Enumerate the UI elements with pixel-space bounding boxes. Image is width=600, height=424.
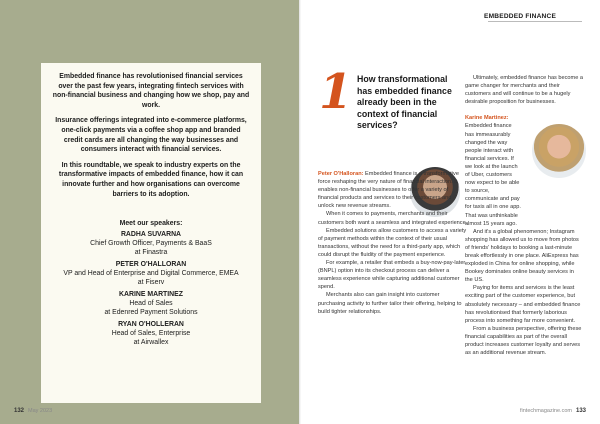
section-label: EMBEDDED FINANCE (484, 13, 557, 20)
issue-date: May 2023 (28, 408, 53, 414)
speaker-entry (52, 230, 250, 257)
speaker-label: Karine Martinez: (465, 115, 509, 122)
header-rule (488, 21, 582, 22)
article-paragraph (465, 114, 583, 227)
site-url: fintechmagazine.com (520, 408, 572, 414)
paragraph-text: Embedded finance has immeasurably changed the way people interact with financial services. If we look at the launch of Uber, customers now expect to be able to source, communicate and pay for taxis all in one app. That was unthinkable almost 15 years ago. (465, 123, 521, 227)
right-folio (520, 408, 586, 414)
article-paragraph: When it comes to payments, merchants and their customers both want a seamless and integrated experience. (318, 211, 468, 226)
article-paragraph (318, 170, 468, 210)
intro-paragraph: In this roundtable, we speak to industry experts on the transformative impacts of embedded finance, how it can innovate further and how organisations can overcome barriers to its adoption. (58, 161, 244, 198)
speaker-name: PETER O'HALLORAN (115, 261, 187, 268)
question-heading: How transformational has embedded finance already been in the context of financial services? (357, 74, 452, 131)
speakers-list (52, 219, 250, 350)
speaker-name: KARINE MARTINEZ (119, 291, 183, 298)
article-paragraph: Merchants also can gain insight into customer purchasing activity to further tailor their offering, helping to build tighter relationships. (318, 292, 462, 315)
speaker-name: RADHA SUVARNA (120, 231, 182, 238)
speaker-label: Peter O'Halloran: (318, 171, 364, 177)
speaker-company: at Airwallex (133, 339, 169, 346)
speaker-role: Head of Sales (129, 300, 173, 307)
page-gutter (299, 0, 301, 424)
speaker-name: RYAN O'HOLLERAN (118, 321, 184, 328)
intro-paragraph: Insurance offerings integrated into e-commerce platforms, one-click payments via a coffee shop app and branded credit cards are all changing the way businesses and consumers interact with financial services. (55, 117, 247, 154)
article-column-2 (465, 74, 583, 357)
article-paragraph: Embedded solutions allow customers to access a variety of payment methods within the context of their usual transactions, without the need for a third-party app, which could disrupt the fluidity of the payment experience. (318, 227, 467, 258)
speaker-role: Head of Sales, Enterprise (111, 330, 191, 337)
left-page-number: 132 (14, 408, 25, 414)
speaker-entry (52, 320, 250, 347)
speaker-role: VP and Head of Enterprise and Digital Commerce, EMEA (63, 270, 239, 277)
article-column-1 (318, 170, 468, 316)
intro-paragraph: Embedded finance has revolutionised financial services over the past few years, integrating fintech services with non-financial business and changing how we shop, pay and work. (52, 73, 250, 109)
speaker-role: Chief Growth Officer, Payments & BaaS (90, 240, 212, 247)
right-page-number: 133 (575, 408, 586, 414)
left-folio (14, 408, 52, 414)
article-paragraph: Paying for items and services is the least exciting part of the customer experience, but absolutely necessary – and embedded finance has revolutionised that formerly laborious process into something far more convenient. (465, 285, 581, 324)
speaker-company: at Fiserv (137, 279, 165, 286)
speaker-entry (52, 260, 250, 287)
question-number: 1 (319, 64, 353, 120)
article-paragraph: Ultimately, embedded finance has become a game changer for merchants and their customers and will continue to be a hugely desirable proposition for businesses. (465, 75, 583, 106)
speaker-company: at Edenred Payment Solutions (104, 309, 198, 316)
speakers-heading: Meet our speakers: (119, 220, 183, 227)
paragraph-text: Embedded finance is a transformative force reshaping the very nature of financial interaction. It enables non-financial businesses to offer a variety of financial products and services to their customers and unlock new revenue streams. (318, 171, 459, 210)
speaker-entry (52, 290, 250, 317)
article-paragraph: From a business perspective, offering these financial capabilities as part of the overall product increases customer loyalty and serves as an additional revenue stream. (465, 325, 582, 357)
intro-text (52, 72, 250, 205)
article-paragraph: For example, a retailer that embeds a buy-now-pay-later (BNPL) option into its checkout process can deliver a seamless experience while capturing additional customer spend. (318, 260, 466, 291)
article-paragraph: And it's a global phenomenon; Instagram shopping has allowed us to move from photos of friends' holidays to booking a last-minute break effortlessly in one place. AliExpress has exploded in China for online shopping, while Bookey dominates online beauty services in the US. (465, 228, 579, 284)
speaker-company: at Finastra (134, 249, 168, 256)
